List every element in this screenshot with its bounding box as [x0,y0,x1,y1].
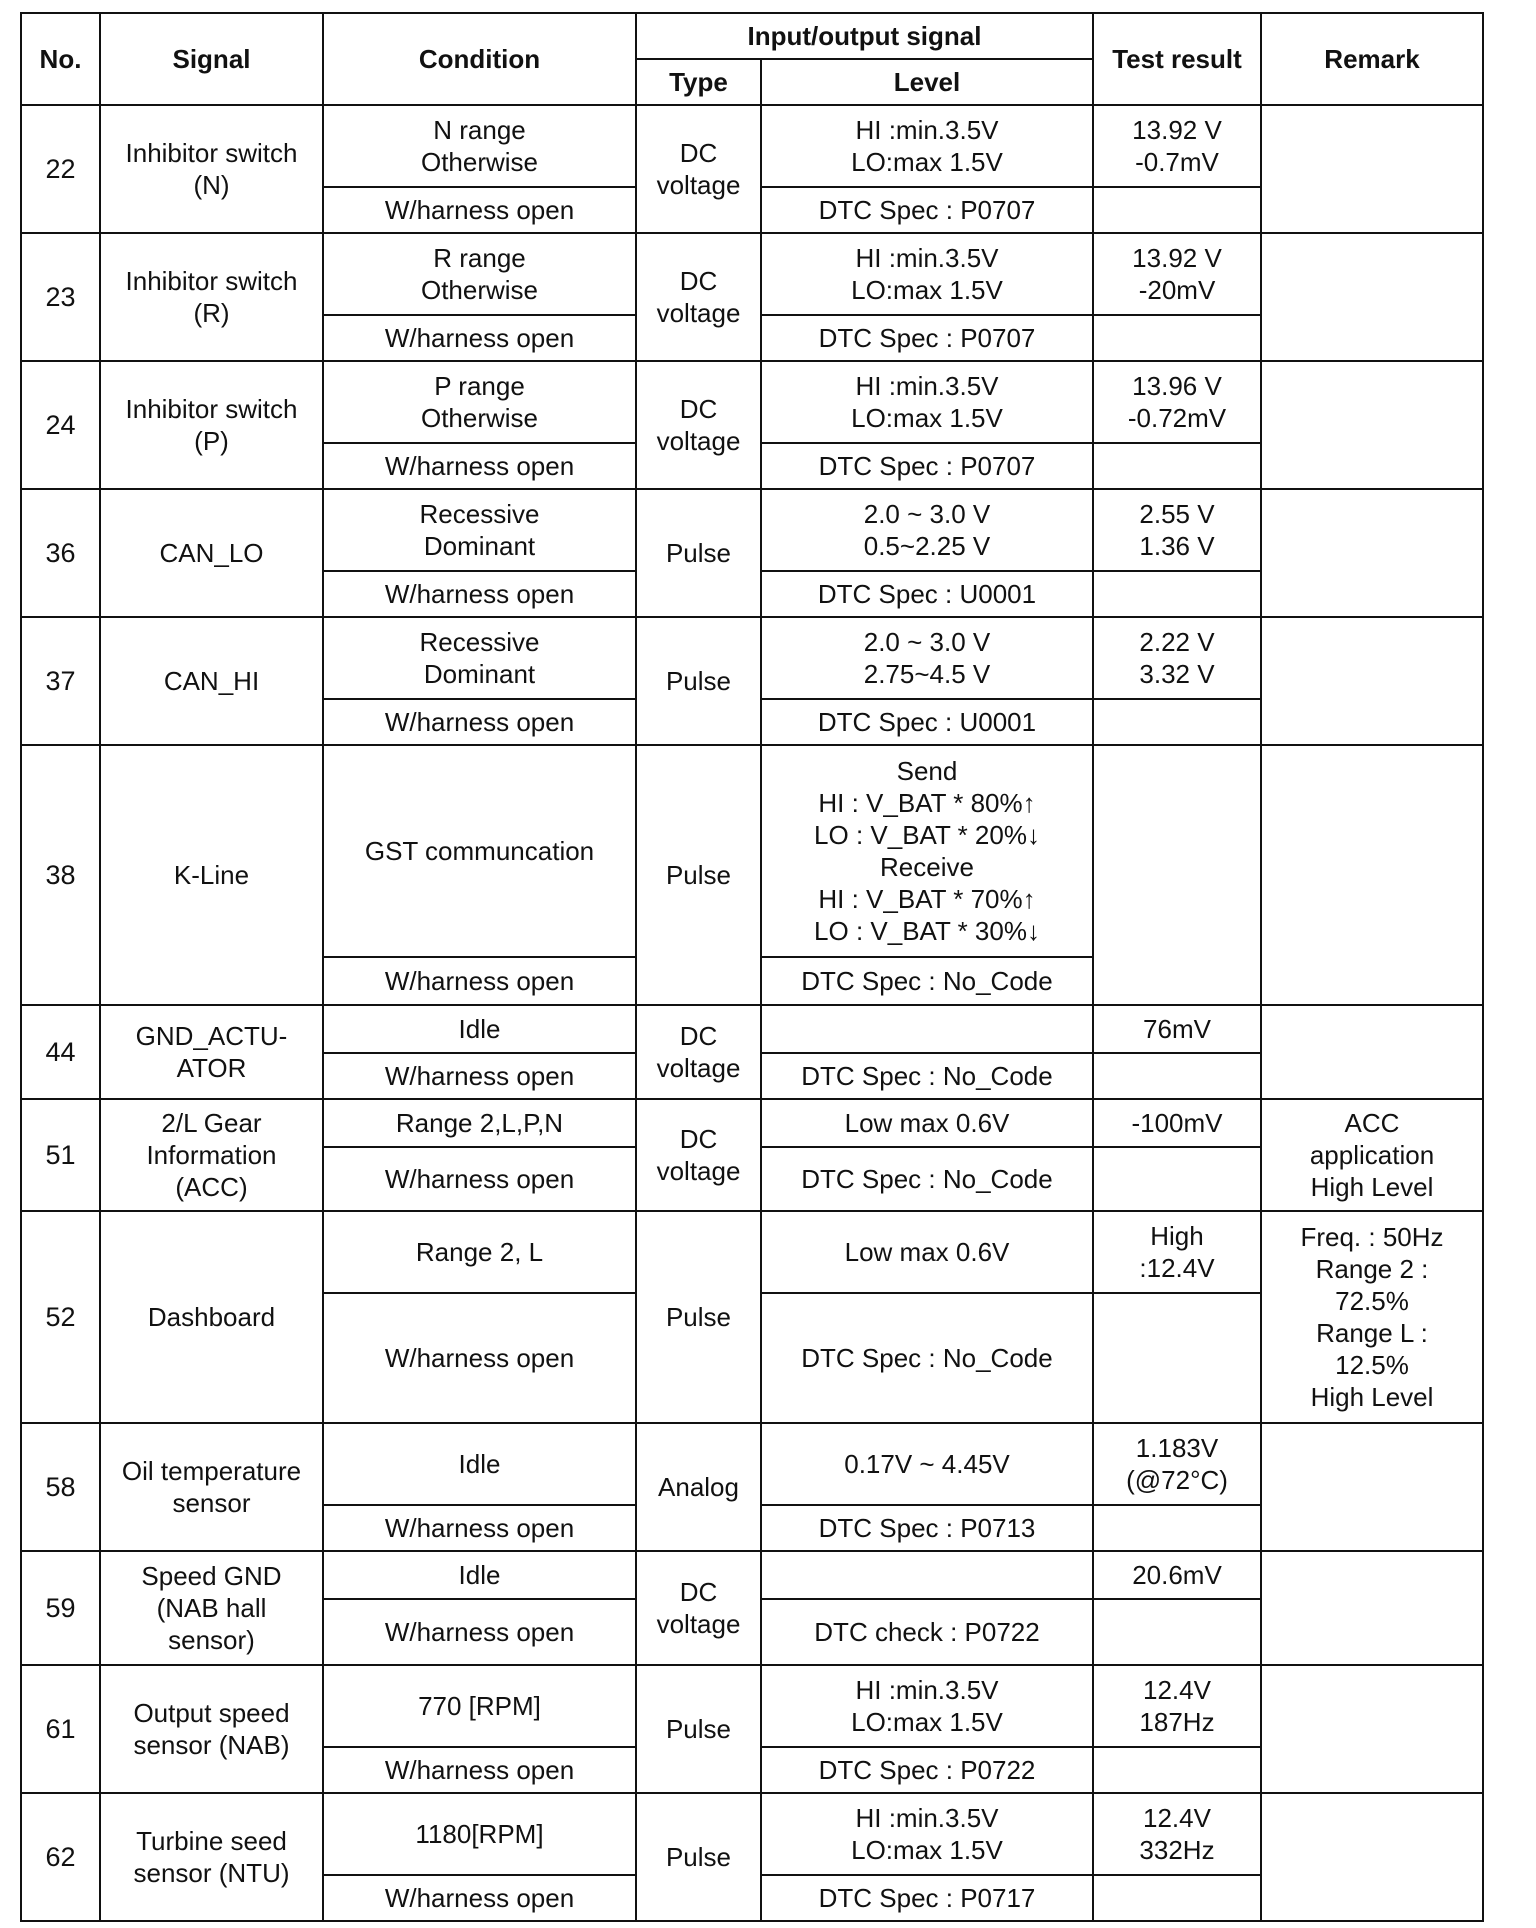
row-no: 37 [21,617,100,745]
row-no: 23 [21,233,100,361]
row-level: HI :min.3.5V LO:max 1.5V [761,105,1093,187]
row-condition: N range Otherwise [323,105,636,187]
header-io-signal: Input/output signal [636,13,1093,59]
row-level: DTC Spec : P0713 [761,1505,1093,1551]
row-signal: GND_ACTU- ATOR [100,1005,323,1099]
row-type: Pulse [636,1793,761,1921]
row-condition: Idle [323,1551,636,1599]
row-condition: Recessive Dominant [323,489,636,571]
row-test-result: 1.183V (@72°C) [1093,1423,1261,1505]
row-condition: W/harness open [323,187,636,233]
row-condition: 1180[RPM] [323,1793,636,1875]
row-remark [1261,489,1483,617]
row-type: Pulse [636,489,761,617]
row-remark [1261,105,1483,233]
row-test-result: 20.6mV [1093,1551,1261,1599]
row-test-result: 12.4V 332Hz [1093,1793,1261,1875]
row-test-result [1093,187,1261,233]
row-signal: Inhibitor switch (R) [100,233,323,361]
row-level: Low max 0.6V [761,1211,1093,1293]
row-test-result [1093,1053,1261,1099]
row-condition: W/harness open [323,571,636,617]
row-test-result [1093,745,1261,1005]
row-test-result [1093,443,1261,489]
header-level: Level [761,59,1093,105]
row-condition: W/harness open [323,1599,636,1665]
row-level: HI :min.3.5V LO:max 1.5V [761,361,1093,443]
row-level: DTC Spec : No_Code [761,1053,1093,1099]
row-type: DC voltage [636,1551,761,1665]
row-condition: W/harness open [323,1147,636,1211]
row-no: 61 [21,1665,100,1793]
row-test-result [1093,1293,1261,1423]
row-condition: W/harness open [323,1505,636,1551]
row-level: DTC Spec : P0707 [761,315,1093,361]
row-type: Pulse [636,1665,761,1793]
row-no: 62 [21,1793,100,1921]
row-condition: W/harness open [323,315,636,361]
row-level: 2.0 ~ 3.0 V 2.75~4.5 V [761,617,1093,699]
row-remark [1261,745,1483,1005]
row-condition: W/harness open [323,1053,636,1099]
row-condition: 770 [RPM] [323,1665,636,1747]
row-level: DTC Spec : P0707 [761,443,1093,489]
signal-spec-table [20,12,1484,1922]
row-condition: Idle [323,1005,636,1053]
row-test-result [1093,571,1261,617]
row-signal: Inhibitor switch (P) [100,361,323,489]
row-type: DC voltage [636,1099,761,1211]
row-test-result: 13.92 V -0.7mV [1093,105,1261,187]
row-test-result [1093,315,1261,361]
row-condition: Range 2,L,P,N [323,1099,636,1147]
row-condition: R range Otherwise [323,233,636,315]
row-no: 52 [21,1211,100,1423]
row-test-result: 76mV [1093,1005,1261,1053]
row-signal: Output speed sensor (NAB) [100,1665,323,1793]
row-no: 22 [21,105,100,233]
row-type: DC voltage [636,1005,761,1099]
row-level: HI :min.3.5V LO:max 1.5V [761,1793,1093,1875]
row-remark [1261,361,1483,489]
row-level: DTC Spec : No_Code [761,1147,1093,1211]
row-level: DTC Spec : No_Code [761,957,1093,1005]
row-level: HI :min.3.5V LO:max 1.5V [761,1665,1093,1747]
row-remark [1261,1005,1483,1099]
row-type: Pulse [636,617,761,745]
row-level: HI :min.3.5V LO:max 1.5V [761,233,1093,315]
row-condition: W/harness open [323,1875,636,1921]
row-no: 58 [21,1423,100,1551]
row-type: Analog [636,1423,761,1551]
row-test-result: 2.55 V 1.36 V [1093,489,1261,571]
row-level: Send HI : V_BAT * 80%↑ LO : V_BAT * 20%↓ Receive HI : V_BAT * 70%↑ LO : V_BAT * 30%↓ [761,745,1093,957]
header-no: No. [21,13,100,105]
row-condition: Idle [323,1423,636,1505]
row-level: DTC check : P0722 [761,1599,1093,1665]
row-level: DTC Spec : P0717 [761,1875,1093,1921]
row-condition: Range 2, L [323,1211,636,1293]
row-level: DTC Spec : P0722 [761,1747,1093,1793]
row-remark [1261,1423,1483,1551]
header-type: Type [636,59,761,105]
row-remark [1261,617,1483,745]
row-signal: Inhibitor switch (N) [100,105,323,233]
row-signal: Speed GND (NAB hall sensor) [100,1551,323,1665]
row-level: DTC Spec : P0707 [761,187,1093,233]
row-test-result [1093,1747,1261,1793]
row-type: DC voltage [636,233,761,361]
row-type: Pulse [636,745,761,1005]
row-no: 24 [21,361,100,489]
header-condition: Condition [323,13,636,105]
row-no: 36 [21,489,100,617]
row-signal: 2/L Gear Information (ACC) [100,1099,323,1211]
row-test-result: 12.4V 187Hz [1093,1665,1261,1747]
row-test-result [1093,1505,1261,1551]
row-condition: P range Otherwise [323,361,636,443]
row-condition: Recessive Dominant [323,617,636,699]
row-test-result: 13.92 V -20mV [1093,233,1261,315]
row-remark [1261,1793,1483,1921]
row-signal: CAN_LO [100,489,323,617]
row-type: DC voltage [636,105,761,233]
row-test-result [1093,1599,1261,1665]
row-remark: Freq. : 50Hz Range 2 : 72.5% Range L : 12.5% High Level [1261,1211,1483,1423]
row-level: DTC Spec : U0001 [761,571,1093,617]
row-remark [1261,233,1483,361]
row-level [761,1551,1093,1599]
row-remark [1261,1665,1483,1793]
row-test-result [1093,1147,1261,1211]
row-level: 0.17V ~ 4.45V [761,1423,1093,1505]
row-test-result: 13.96 V -0.72mV [1093,361,1261,443]
row-level: Low max 0.6V [761,1099,1093,1147]
row-type: Pulse [636,1211,761,1423]
row-test-result [1093,699,1261,745]
row-level: 2.0 ~ 3.0 V 0.5~2.25 V [761,489,1093,571]
row-condition: W/harness open [323,1747,636,1793]
row-no: 44 [21,1005,100,1099]
row-level: DTC Spec : U0001 [761,699,1093,745]
row-test-result: High :12.4V [1093,1211,1261,1293]
row-signal: CAN_HI [100,617,323,745]
row-condition: W/harness open [323,957,636,1005]
header-signal: Signal [100,13,323,105]
header-test-result: Test result [1093,13,1261,105]
row-test-result: 2.22 V 3.32 V [1093,617,1261,699]
row-signal: Turbine seed sensor (NTU) [100,1793,323,1921]
row-test-result [1093,1875,1261,1921]
row-no: 38 [21,745,100,1005]
row-level: DTC Spec : No_Code [761,1293,1093,1423]
row-condition: W/harness open [323,1293,636,1423]
row-signal: Dashboard [100,1211,323,1423]
row-level [761,1005,1093,1053]
row-type: DC voltage [636,361,761,489]
row-condition: W/harness open [323,443,636,489]
spec-table-wrapper [20,12,1484,1922]
row-condition: GST communcation [323,745,636,957]
row-remark: ACC application High Level [1261,1099,1483,1211]
row-remark [1261,1551,1483,1665]
row-signal: K-Line [100,745,323,1005]
header-remark: Remark [1261,13,1483,105]
row-condition: W/harness open [323,699,636,745]
row-signal: Oil temperature sensor [100,1423,323,1551]
row-test-result: -100mV [1093,1099,1261,1147]
row-no: 59 [21,1551,100,1665]
row-no: 51 [21,1099,100,1211]
